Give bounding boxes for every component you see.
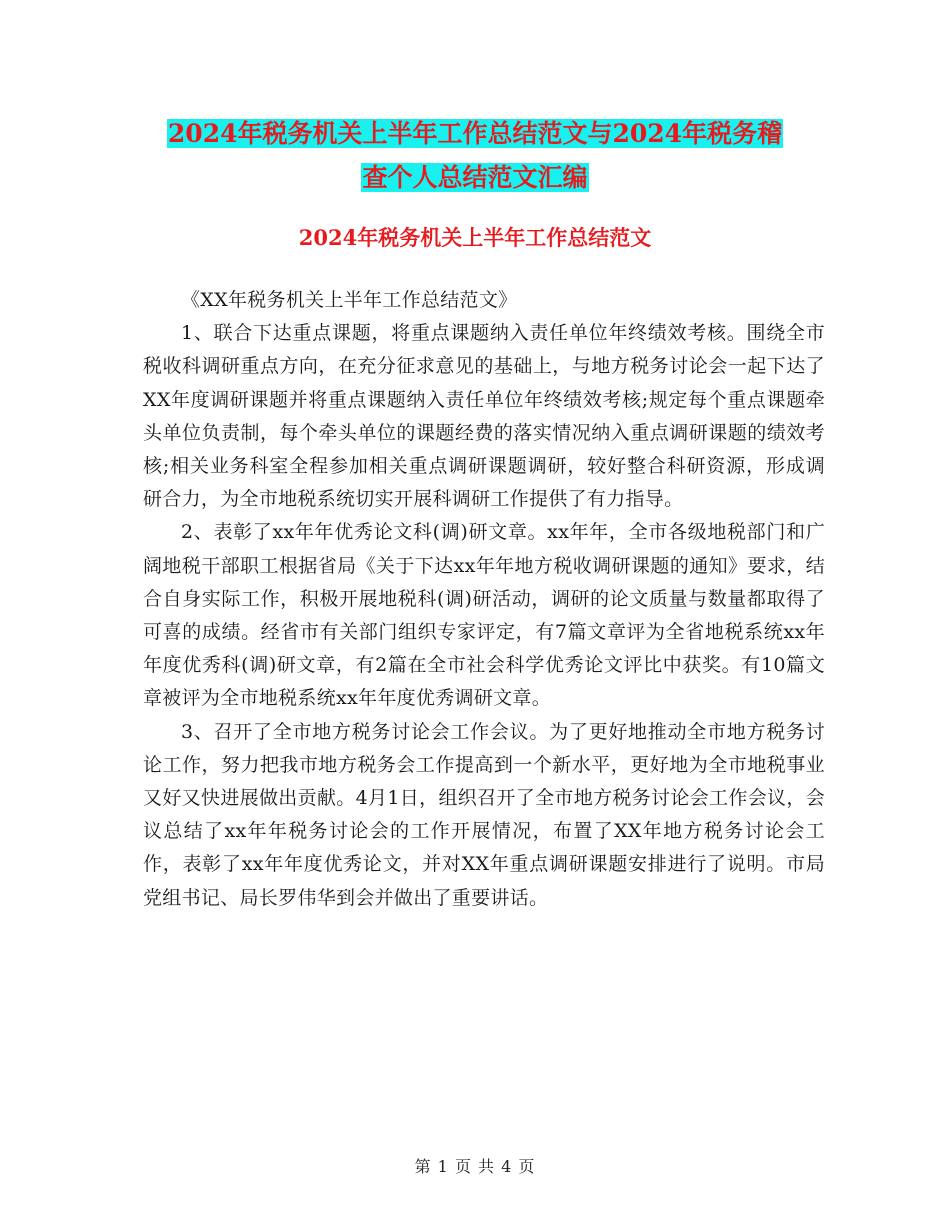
section-title: 2024年税务机关上半年工作总结范文 — [298, 225, 652, 250]
paragraph-item-2: 2、表彰了xx年年优秀论文科(调)研文章。xx年年，全市各级地税部门和广阔地税干部职工根据省局《关于下达xx年年地方税收调研课题的通知》要求，结合自身实际工作，积极开展地税科(调)研活动，调研的论文质量与数量都取得了可喜的成绩。经省市有关部门组织专家评定，有7篇文章评为全省地税系统xx年年度优秀科(调)研文章，有2篇在全市社会科学优秀论文评比中获奖。有10篇文章被评为全市地税系统xx年年度优秀调研文章。 — [143, 521, 825, 710]
document-title — [0, 112, 950, 200]
paragraph-source-title: 《XX年税务机关上半年工作总结范文》 — [181, 289, 518, 311]
paragraph-item-1: 1、联合下达重点课题，将重点课题纳入责任单位年终绩效考核。围绕全市税收科调研重点方向，在充分征求意见的基础上，与地方税务讨论会一起下达了XX年度调研课题并将重点课题纳入责任单位年终绩效考核;规定每个重点课题牵头单位负责制，每个牵头单位的课题经费的落实情况纳入重点调研课题的绩效考核;相关业务科室全程参加相关重点调研课题调研，较好整合科研资源，形成调研合力，为全市地税系统切实开展科调研工作提供了有力指导。 — [143, 322, 825, 511]
title-line-1: 2024年税务机关上半年工作总结范文与2024年税务稽 — [167, 119, 783, 148]
title-line-2: 查个人总结范文汇编 — [362, 163, 588, 192]
paragraph-item-3: 3、召开了全市地方税务讨论会工作会议。为了更好地推动全市地方税务讨论工作，努力把我市地方税务会工作提高到一个新水平，更好地为全市地税事业又好又快进展做出贡献。4月1日，组织召开了全市地方税务讨论会工作会议，会议总结了xx年年税务讨论会的工作开展情况，布置了XX年地方税务讨论会工作，表彰了xx年年度优秀论文，并对XX年重点调研课题安排进行了说明。市局党组书记、局长罗伟华到会并做出了重要讲话。 — [143, 720, 825, 909]
document-body — [143, 284, 825, 915]
page-footer: 第 1 页 共 4 页 — [414, 1157, 536, 1176]
